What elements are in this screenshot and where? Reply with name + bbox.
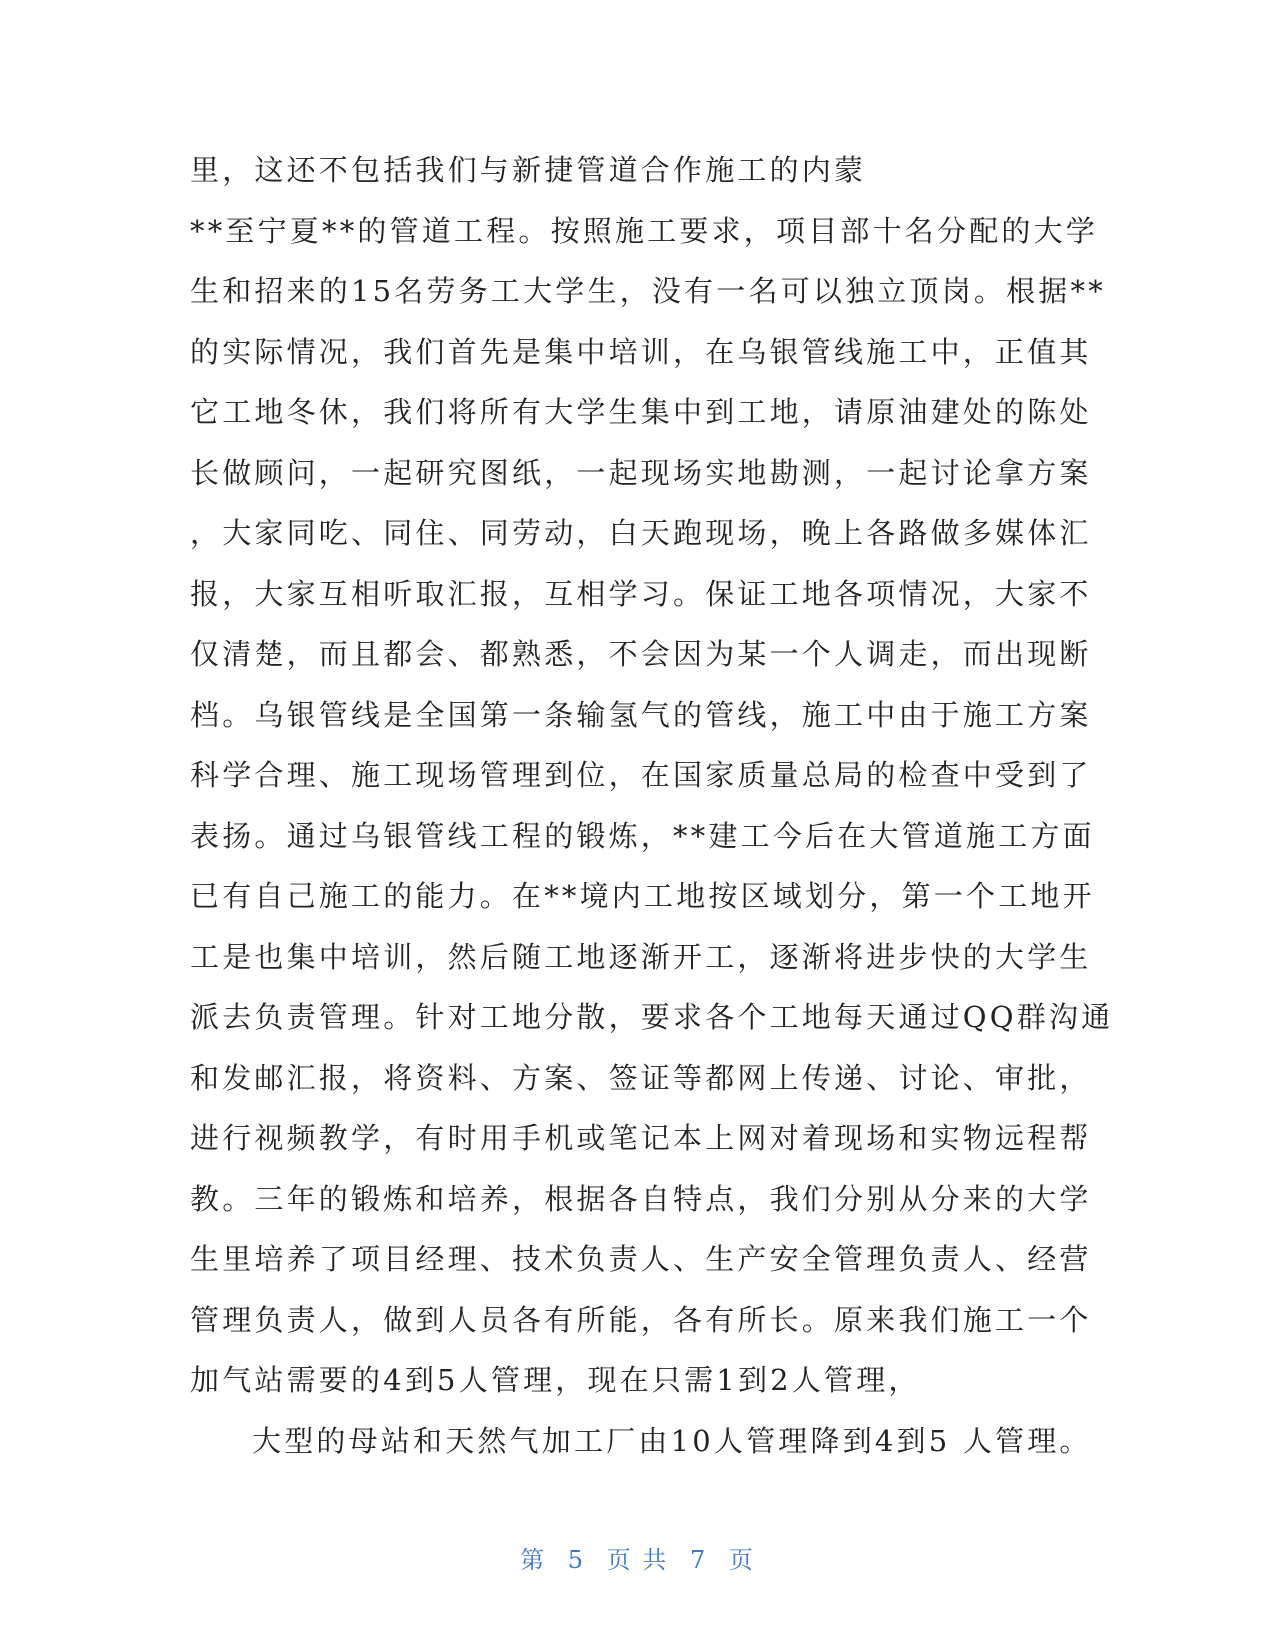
text-line-16: 和发邮汇报，将资料、方案、签证等都网上传递、讨论、审批， [190,1060,1092,1095]
text-line-22: 大型的母站和天然气加工厂由10人管理降到4到5 人管理。 [252,1423,1092,1458]
text-line-4: 的实际情况，我们首先是集中培训，在乌银管线施工中，正值其 [190,334,1092,369]
footer-current-page: 5 [567,1546,586,1574]
text-line-3: 生和招来的15名劳务工大学生，没有一名可以独立顶岗。根据** [190,274,1106,308]
text-line-5: 它工地冬休，我们将所有大学生集中到工地，请原油建处的陈处 [190,395,1092,429]
text-line-10: 档。乌银管线是全国第一条输氢气的管线，施工中由于施工方案 [190,697,1092,732]
text-line-14: 工是也集中培训，然后随工地逐渐开工，逐渐将进步快的大学生 [190,939,1092,974]
footer-total-pages: 7 [689,1546,708,1574]
text-line-11: 科学合理、施工现场管理到位，在国家质量总局的检查中受到了 [190,758,1092,792]
footer-prefix: 第 [520,1546,547,1574]
text-line-2: **至宁夏**的管道工程。按照施工要求，项目部十名分配的大学 [190,213,1099,248]
footer-suffix: 页 [728,1546,755,1574]
text-line-9: 仅清楚，而且都会、都熟悉，不会因为某一个人调走，而出现断 [190,637,1092,671]
text-line-19: 生里培养了项目经理、技术负责人、生产安全管理负责人、经营 [190,1242,1092,1276]
text-line-15: 派去负责管理。针对工地分散，要求各个工地每天通过QQ群沟通 [190,1000,1114,1034]
page-footer [0,1540,1275,1575]
text-line-1: 里，这还不包括我们与新捷管道合作施工的内蒙 [190,153,867,187]
footer-middle: 页 共 [606,1546,669,1574]
text-line-7: ，大家同吃、同住、同劳动，白天跑现场，晚上各路做多媒体汇 [190,516,1092,550]
body-text [190,145,1114,1476]
text-line-6: 长做顾问，一起研究图纸，一起现场实地勘测，一起讨论拿方案 [190,455,1092,490]
text-line-20: 管理负责人，做到人员各有所能，各有所长。原来我们施工一个 [190,1302,1092,1337]
text-line-8: 报，大家互相听取汇报，互相学习。保证工地各项情况，大家不 [190,576,1092,611]
text-line-21: 加气站需要的4到5人管理，现在只需1到2人管理， [190,1363,921,1397]
text-line-12: 表扬。通过乌银管线工程的锻炼，**建工今后在大管道施工方面 [190,818,1095,853]
text-line-17: 进行视频教学，有时用手机或笔记本上网对着现场和实物远程帮 [190,1121,1092,1155]
text-line-13: 已有自己施工的能力。在**境内工地按区域划分，第一个工地开 [190,879,1095,913]
text-line-18: 教。三年的锻炼和培养，根据各自特点，我们分别从分来的大学 [190,1181,1092,1216]
